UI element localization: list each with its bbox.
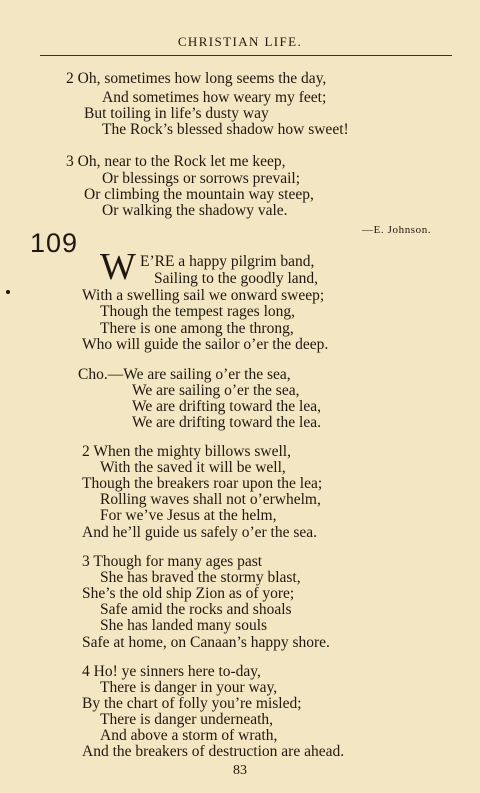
verse-line: Or walking the shadowy vale. bbox=[102, 202, 288, 219]
author-credit: —E. Johnson. bbox=[362, 224, 432, 236]
chorus-line: We are drifting toward the lea, bbox=[132, 398, 321, 415]
drop-cap: W bbox=[100, 246, 136, 288]
verse-line: Safe at home, on Canaan’s happy shore. bbox=[82, 634, 330, 651]
verse-line: And above a storm of wrath, bbox=[100, 727, 278, 744]
verse-line: She has landed many souls bbox=[100, 617, 268, 634]
verse-line: Though the breakers roar upon the lea; bbox=[82, 475, 323, 492]
verse-line: Or climbing the mountain way steep, bbox=[84, 186, 314, 203]
verse-line: There is one among the throng, bbox=[100, 320, 294, 337]
verse-line: There is danger underneath, bbox=[100, 711, 274, 728]
hymn-number: 109 bbox=[30, 228, 79, 258]
chorus-line: We are drifting toward the lea. bbox=[132, 414, 321, 431]
verse-line: Who will guide the sailor o’er the deep. bbox=[82, 336, 329, 353]
verse-line: Sailing to the goodly land, bbox=[154, 270, 319, 287]
verse-line: And the breakers of destruction are ahead. bbox=[82, 743, 345, 760]
verse-line: With the saved it will be well, bbox=[100, 459, 286, 476]
verse-line: For we’ve Jesus at the helm, bbox=[100, 507, 277, 524]
chorus-line: Cho.—We are sailing o’er the sea, bbox=[78, 366, 291, 383]
running-header: CHRISTIAN LIFE. bbox=[177, 34, 303, 49]
chorus-line: We are sailing o’er the sea, bbox=[132, 382, 300, 399]
verse-line: Rolling waves shall not o’erwhelm, bbox=[100, 491, 321, 508]
verse-line: E’RE a happy pilgrim band, bbox=[140, 253, 315, 270]
verse-line: 2 When the mighty billows swell, bbox=[82, 443, 291, 460]
verse-line: And sometimes how weary my feet; bbox=[102, 89, 327, 106]
verse-line: 2 Oh, sometimes how long seems the day, bbox=[66, 70, 327, 87]
verse-line: Safe amid the rocks and shoals bbox=[100, 601, 292, 618]
verse-line: She’s the old ship Zion as of yore; bbox=[82, 585, 295, 602]
margin-mark bbox=[6, 290, 10, 294]
verse-line: By the chart of folly you’re misled; bbox=[82, 695, 302, 712]
verse-line: 3 Though for many ages past bbox=[82, 553, 263, 570]
page-number: 83 bbox=[233, 763, 247, 778]
verse-line: 3 Oh, near to the Rock let me keep, bbox=[66, 153, 286, 170]
verse-line: Or blessings or sorrows prevail; bbox=[102, 170, 301, 187]
verse-line: With a swelling sail we onward sweep; bbox=[82, 287, 325, 304]
verse-line: And he’ll guide us safely o’er the sea. bbox=[82, 524, 318, 541]
verse-line: The Rock’s blessed shadow how sweet! bbox=[102, 121, 349, 138]
verse-line: Though the tempest rages long, bbox=[100, 303, 295, 320]
verse-line: She has braved the stormy blast, bbox=[100, 569, 301, 586]
verse-line: 4 Ho! ye sinners here to-day, bbox=[82, 663, 261, 680]
verse-line: There is danger in your way, bbox=[100, 679, 278, 696]
verse-line: But toiling in life’s dusty way bbox=[84, 105, 269, 122]
header-rule bbox=[40, 55, 452, 56]
